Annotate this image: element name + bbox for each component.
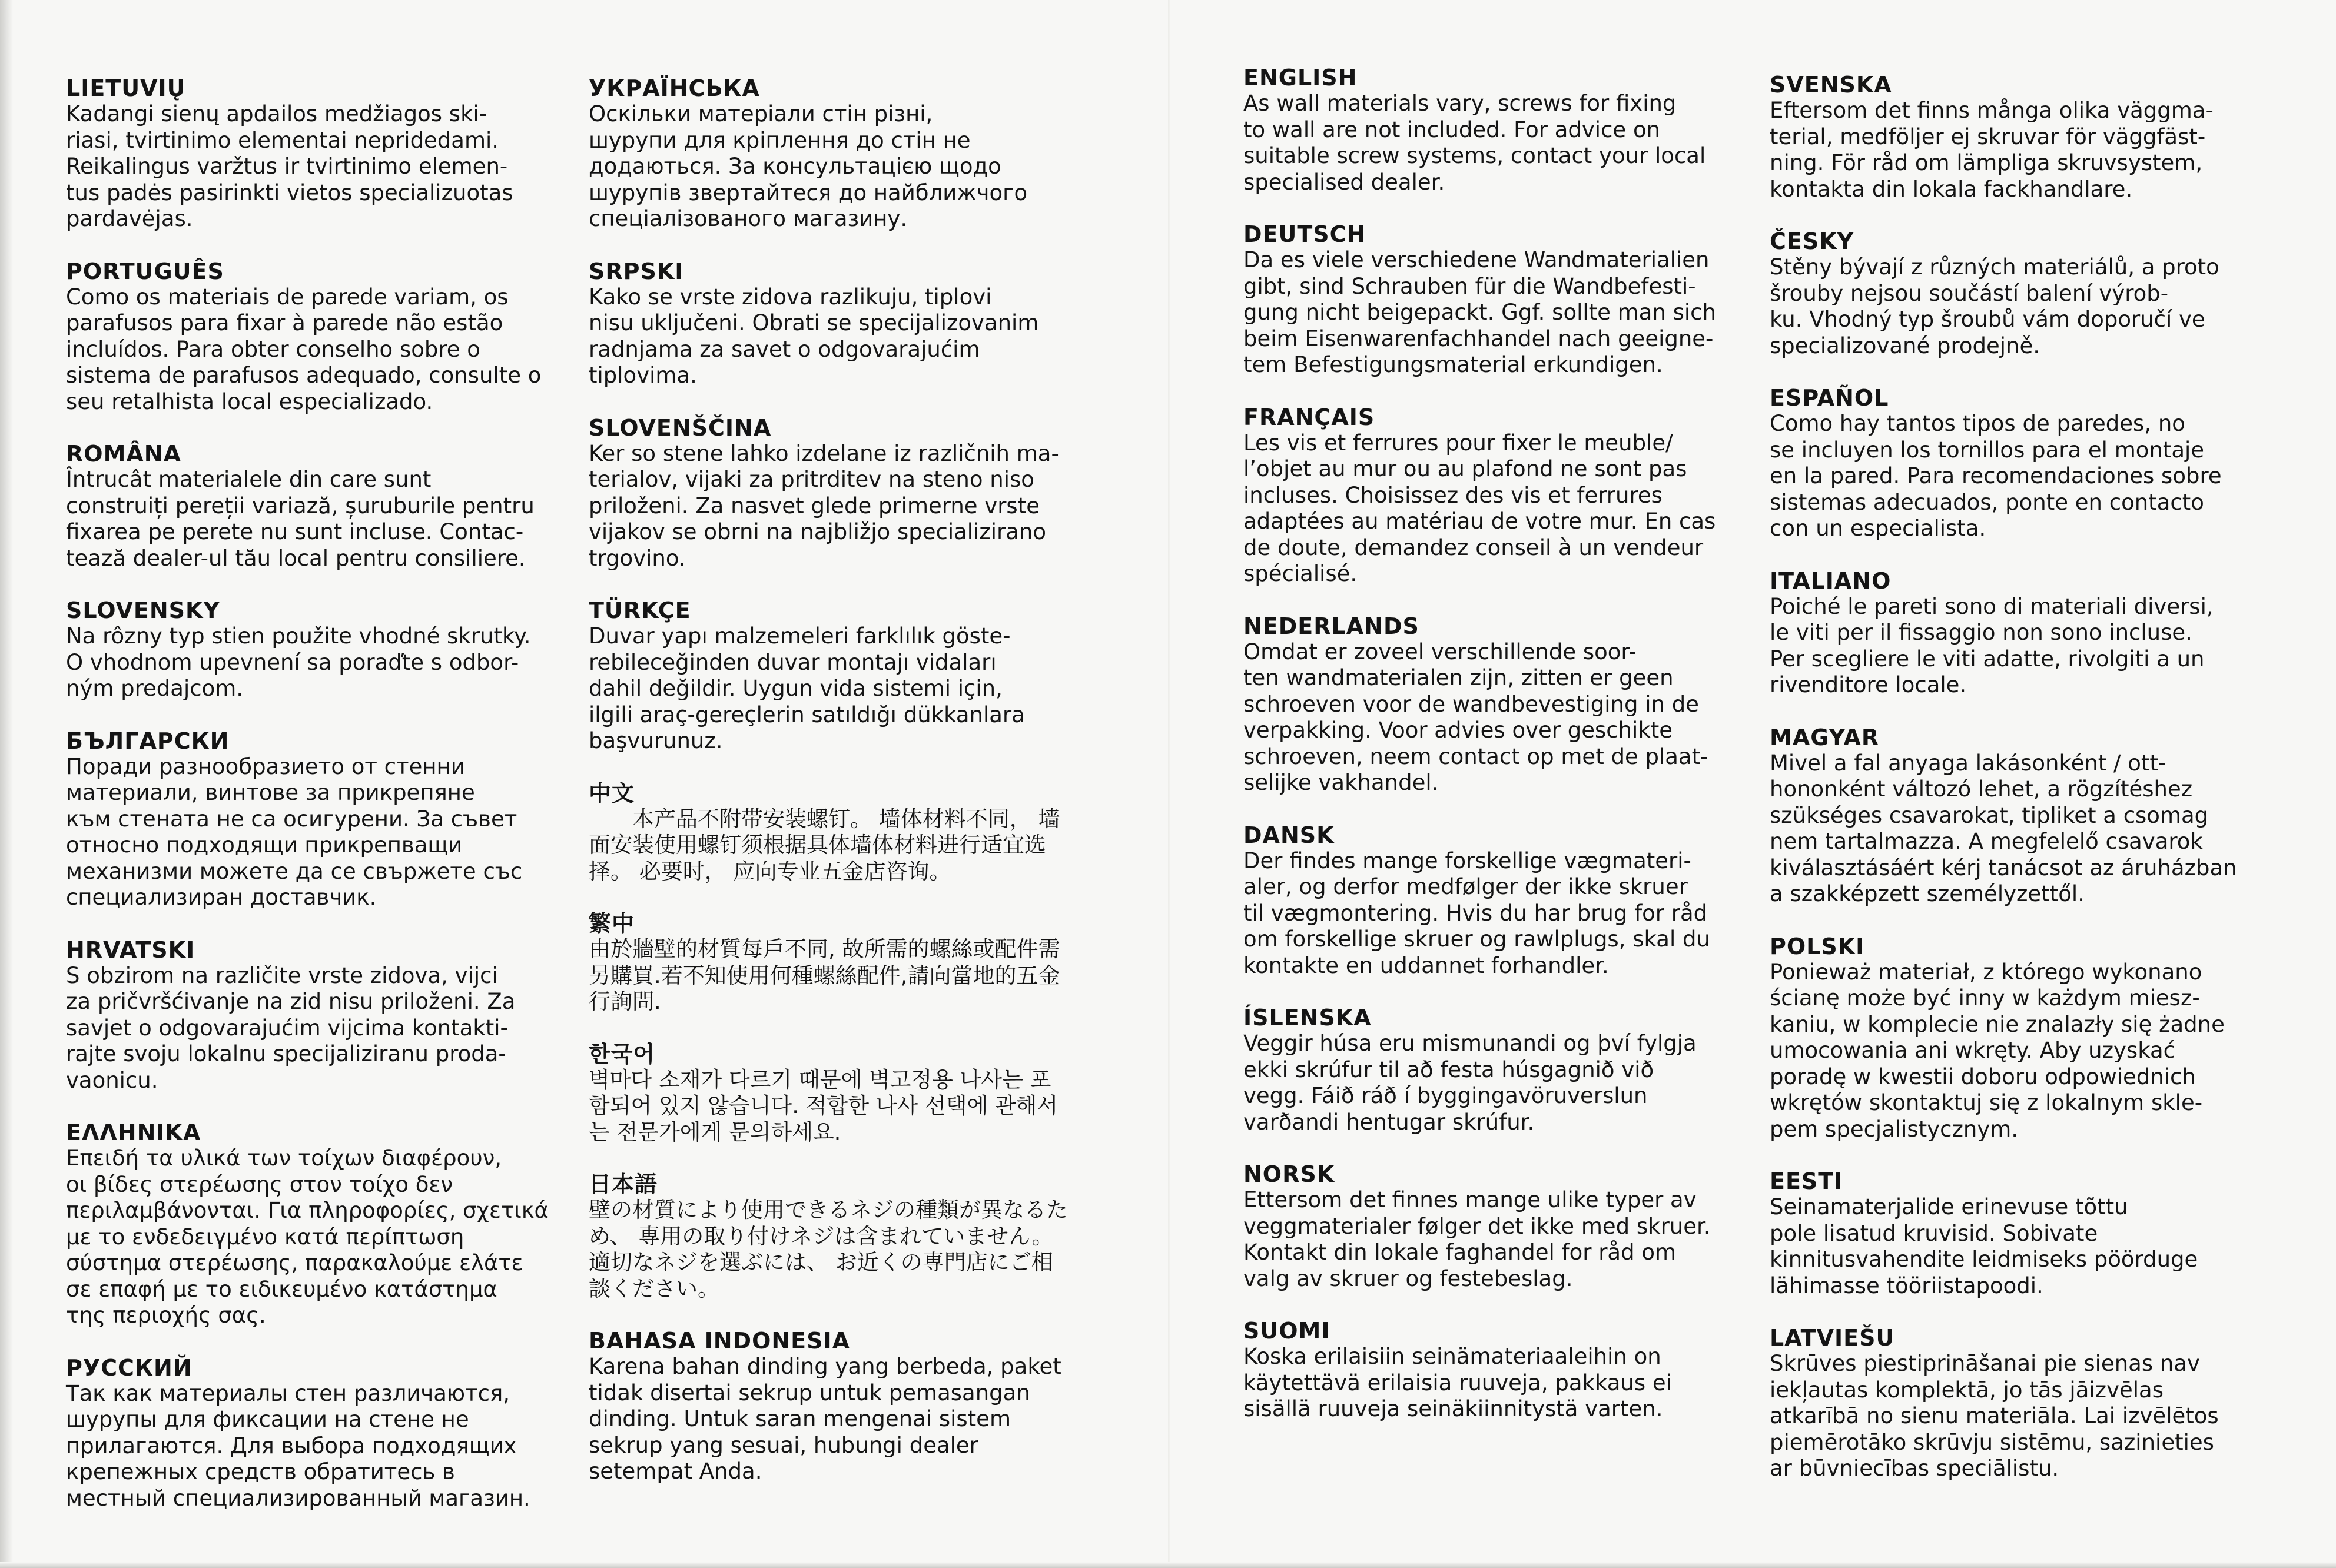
section-heading: РУССКИЙ (66, 1354, 193, 1381)
section-text: Mivel a fal anyaga lakásonként / ott- hononként változó lehet, a rögzítéshez szükséges csavarokat, tipliket a csomag nem tartalmazza. A megfelelő csavarok kiválasztásáért kérj tanácsot az áruházban a szakképzett személyzettől. (1770, 750, 2237, 906)
section-text: Da es viele verschiedene Wandmaterialien gibt, sind Schrauben für die Wandbefesti- gung nicht beigepackt. Ggf. sollte man sich beim Eisenwarenfachhandel nach geeigne- tem Befestigungsmaterial erkundigen. (1243, 247, 1716, 377)
section-text: Karena bahan dinding yang berbeda, paket tidak disertai sekrup untuk pemasangan dinding. Untuk saran mengenai sistem sekrup yang sesuai, hubungi dealer setempat Anda. (589, 1354, 1061, 1484)
section-text: Como hay tantos tipos de paredes, no se incluyen los tornillos para el montaje en la pared. Para recomendaciones sobre sistemas adecuados, ponte en contacto con un especialista. (1770, 411, 2222, 541)
section-chinese-traditional (589, 911, 1107, 1015)
section-text: Skrūves piestiprināšanai pie sienas nav iekļautas komplektā, jo tās jāizvēlas atkarībā no sienu materiāla. Lai izvēlētos piemērotāko skrūvju sistēmu, sazinieties ar būvniecības speciālistu. (1770, 1351, 2219, 1481)
section-heading: MAGYAR (1770, 724, 1880, 750)
section-svenska (1770, 72, 2300, 202)
section-heading: УКРАЇНСЬКА (589, 75, 760, 101)
section-heading: ITALIANO (1770, 567, 1892, 594)
section-text: Kadangi sienų apdailos medžiagos ski- riasi, tvirtinimo elementai nepridedami. Reikalingus varžtus ir tvirtinimo elemen- tus padės pasirinkti vietos specializuotas pardavėjas. (66, 101, 513, 231)
section-text: Ponieważ materiał, z którego wykonano ścianę może być inny w każdym miesz- kaniu, w komplecie nie znalazły się żadne umocowania ani wkręty. Aby uzyskać poradę w kwestii doboru odpowiednich wkrętów skontaktuj się z lokalnym skle- pem specjalistycznym. (1770, 959, 2225, 1142)
section-heading: SRPSKI (589, 258, 684, 284)
section-heading: ΕΛΛΗΝΙΚΑ (66, 1119, 201, 1145)
section-slovensky (66, 597, 572, 702)
section-hrvatski (66, 937, 572, 1094)
section-text: Como os materiais de parede variam, os parafusos para fixar à parede não estão incluídos. Para obter conselho sobre o sistema de parafusos adequado, consulte o seu retalhista local especializado. (66, 284, 542, 414)
page-bottom-edge (0, 1562, 2336, 1568)
section-magyar (1770, 725, 2300, 908)
section-nederlands (1243, 613, 1750, 796)
section-italiano (1770, 568, 2300, 699)
section-text: Оскільки матеріали стін різні, шурупи для кріплення до стін не додаються. За консультацією щодо шурупів звертайтеся до найближчого спеціалізованого магазину. (589, 101, 1028, 231)
section-suomi (1243, 1318, 1750, 1423)
section-russian (66, 1355, 572, 1512)
section-heading: SLOVENŠČINA (589, 414, 772, 441)
section-heading: LIETUVIŲ (66, 75, 186, 101)
page-edge-shadow (0, 0, 13, 1568)
section-text: Na rôzny typ stien použite vhodné skrutky. O vhodnom upevnení sa poraďte s odbor- ným predajcom. (66, 623, 531, 701)
section-heading: 日本語 (589, 1171, 658, 1197)
section-heading: POLSKI (1770, 933, 1865, 959)
section-heading: ENGLISH (1243, 65, 1358, 91)
section-heading: NORSK (1243, 1161, 1335, 1187)
section-heading: EESTI (1770, 1168, 1843, 1194)
section-heading: БЪЛГАРСКИ (66, 727, 230, 754)
section-text: 벽마다 소재가 다르기 때문에 벽고정용 나사는 포 함되어 있지 않습니다. 적합한 나사 선택에 관해서 는 전문가에게 문의하세요. (589, 1067, 1058, 1145)
section-text: Der findes mange forskellige vægmateri- aler, og derfor medfølger der ikke skruer til vægmontering. Hvis du har brug for råd om forskellige skruer og rawlplugs, skal du kontakte en uddannet forhandler. (1243, 848, 1710, 978)
column-1 (66, 0, 572, 1511)
section-portugues (66, 258, 572, 416)
section-text: Omdat er zoveel verschillende soor- ten wandmaterialen zijn, zitten er geen schroeven voor de wandbevestiging in de verpakking. Voor advies over geschikte schroeven, neem contact op met de plaat- selijke vakhandel. (1243, 639, 1708, 795)
section-eesti (1770, 1168, 2300, 1299)
section-heading: BAHASA INDONESIA (589, 1328, 851, 1354)
section-text: Kako se vrste zidova razlikuju, tiplovi nisu uključeni. Obrati se specijalizovanim radnjama za savet o odgovarajućim tiplovima. (589, 284, 1039, 388)
section-heading: SLOVENSKY (66, 597, 221, 623)
section-heading: NEDERLANDS (1243, 613, 1419, 639)
section-text: Seinamaterjalide erinevuse tõttu pole lisatud kruvisid. Sobivate kinnitusvahendite leidmiseks pöörduge lähimasse tööriistapoodi. (1770, 1194, 2198, 1298)
section-lietuviu (66, 75, 572, 232)
section-text: Stěny bývají z různých materiálů, a proto šrouby nejsou součástí balení výrob- ku. Vhodný typ šroubů vám doporučí ve specializované prodejně. (1770, 254, 2219, 358)
section-text: Les vis et ferrures pour fixer le meuble/ l’objet au mur ou au plafond ne sont pas incluses. Choisissez des vis et ferrures adaptées au matériau de votre mur. En cas de doute, demandez conseil à un vendeur spécialisé. (1243, 430, 1716, 586)
section-korean (589, 1041, 1107, 1146)
section-norsk (1243, 1161, 1750, 1292)
section-deutsch (1243, 221, 1750, 378)
section-latviesu (1770, 1325, 2300, 1482)
section-text: 由於牆壁的材質每戶不同, 故所需的螺絲或配件需 另購買.若不知使用何種螺絲配件,請向當地的五金 行詢問. (589, 936, 1060, 1014)
section-romana (66, 441, 572, 572)
section-ukrainian (589, 75, 1107, 232)
section-srpski (589, 258, 1107, 389)
section-heading: LATVIEŠU (1770, 1325, 1895, 1351)
section-text: Ker so stene lahko izdelane iz različnih ma- terialov, vijaki za pritrditev na steno niso priloženi. Za nasvet glede primerne vrste vijakov se obrni na najbližjo specializirano trgovino. (589, 440, 1059, 571)
section-text: 壁の材質により使用できるネジの種類が異なるた め、 専用の取り付けネジは含まれていません。 適切なネジを選ぶには、 お近くの専門店にご相 談ください。 (589, 1197, 1068, 1301)
section-espanol (1770, 385, 2300, 542)
section-islenska (1243, 1005, 1750, 1135)
section-text: Întrucât materialele din care sunt construiți pereții variază, șuruburile pentru fixarea pe perete nu sunt incluse. Contac- tează dealer-ul tău local pentru consiliere. (66, 467, 535, 571)
section-turkce (589, 597, 1107, 755)
section-heading: ÍSLENSKA (1243, 1005, 1372, 1031)
section-text: Επειδή τα υλικά των τοίχων διαφέρουν, οι βίδες στερέωσης στον τοίχο δεν περιλαμβάνονται. Για πληροφορίες, σχετικά με το ενδεδειγμένο κατά περίπτωση σύστημα στερέωσης, παρακαλούμε ελάτε σε επαφή με το ειδικευμένο κατάστημα της περιοχής σας. (66, 1145, 549, 1328)
section-text: Ettersom det finnes mange ulike typer av veggmaterialer følger det ikke med skruer. Kontakt din lokale faghandel for råd om valg av skruer og festebeslag. (1243, 1187, 1711, 1291)
page-fold (1168, 0, 1170, 1568)
section-text: Veggir húsa eru mismunandi og því fylgja ekki skrúfur til að festa húsgagnið við vegg. Fáið ráð í byggingavöruverslun varðandi hentugar skrúfur. (1243, 1031, 1697, 1135)
column-4 (1770, 0, 2300, 1482)
section-text: Eftersom det finns många olika väggma- terial, medföljer ej skruvar för väggfäst- ning. För råd om lämpliga skruvsystem, kontakta din lokala fackhandlare. (1770, 98, 2214, 202)
section-japanese (589, 1171, 1107, 1302)
section-heading: TÜRKÇE (589, 597, 691, 623)
section-cesky (1770, 228, 2300, 359)
section-text: Poiché le pareti sono di materiali diversi, le viti per il fissaggio non sono incluse. Per scegliere le viti adatte, rivolgiti a un rivenditore locale. (1770, 593, 2214, 697)
section-heading: PORTUGUÊS (66, 258, 224, 284)
section-heading: ESPAÑOL (1770, 385, 1889, 411)
section-bulgarian (66, 728, 572, 911)
section-bahasa-indonesia (589, 1328, 1107, 1485)
section-heading: ČESKY (1770, 228, 1854, 254)
section-heading: DANSK (1243, 822, 1335, 848)
section-heading: SUOMI (1243, 1318, 1330, 1344)
section-text: Duvar yapı malzemeleri farklılık göste- rebileceğinden duvar montajı vidaları dahil değildir. Uygun vida sistemi için, ilgili araç-gereçlerin satıldığı dükkanlara başvurunuz. (589, 623, 1025, 753)
section-english (1243, 65, 1750, 195)
section-text: Koska erilaisiin seinämateriaaleihin on käytettävä erilaisia ruuveja, pakkaus ei sisällä ruuveja seinäkiinnitystä varten. (1243, 1344, 1672, 1421)
section-polski (1770, 934, 2300, 1143)
section-heading: FRANÇAIS (1243, 404, 1375, 430)
section-heading: DEUTSCH (1243, 221, 1366, 247)
column-2 (589, 0, 1107, 1485)
section-heading: 中文 (589, 780, 635, 806)
section-chinese-simplified (589, 780, 1107, 885)
section-text: S obzirom na različite vrste zidova, vijci za pričvršćivanje na zid nisu priloženi. Za savjet o odgovarajućim vijcima kontakti- rajte svoju lokalnu specijaliziranu proda- vaonicu. (66, 962, 516, 1093)
section-dansk (1243, 822, 1750, 979)
section-heading: 繁中 (589, 911, 635, 936)
section-greek (66, 1119, 572, 1329)
section-slovenscina (589, 415, 1107, 572)
section-text: Поради разнообразието от стенни материали, винтове за прикрепяне към стената не са осигурени. За съвет относно подходящи прикрепващи механизми можете да се свържете със специализиран доставчик. (66, 753, 523, 910)
section-heading: ROMÂNA (66, 441, 181, 467)
section-text: 本产品不附带安装螺钉。 墙体材料不同， 墙 面安装使用螺钉须根据具体墙体材料进行适宜选 择。 必要时， 应向专业五金店咨询。 (589, 806, 1060, 884)
section-francais (1243, 404, 1750, 587)
section-text: Так как материалы стен различаются, шурупы для фиксации на стене не прилагаются. Для выбора подходящих крепежных средств обратитесь в местный специализированный магазин. (66, 1380, 530, 1511)
section-text: As wall materials vary, screws for fixing to wall are not included. For advice on suitable screw systems, contact your local specialised dealer. (1243, 91, 1706, 195)
section-heading: 한국어 (589, 1041, 656, 1067)
column-3 (1243, 0, 1750, 1423)
section-heading: SVENSKA (1770, 72, 1892, 98)
section-heading: HRVATSKI (66, 936, 195, 963)
